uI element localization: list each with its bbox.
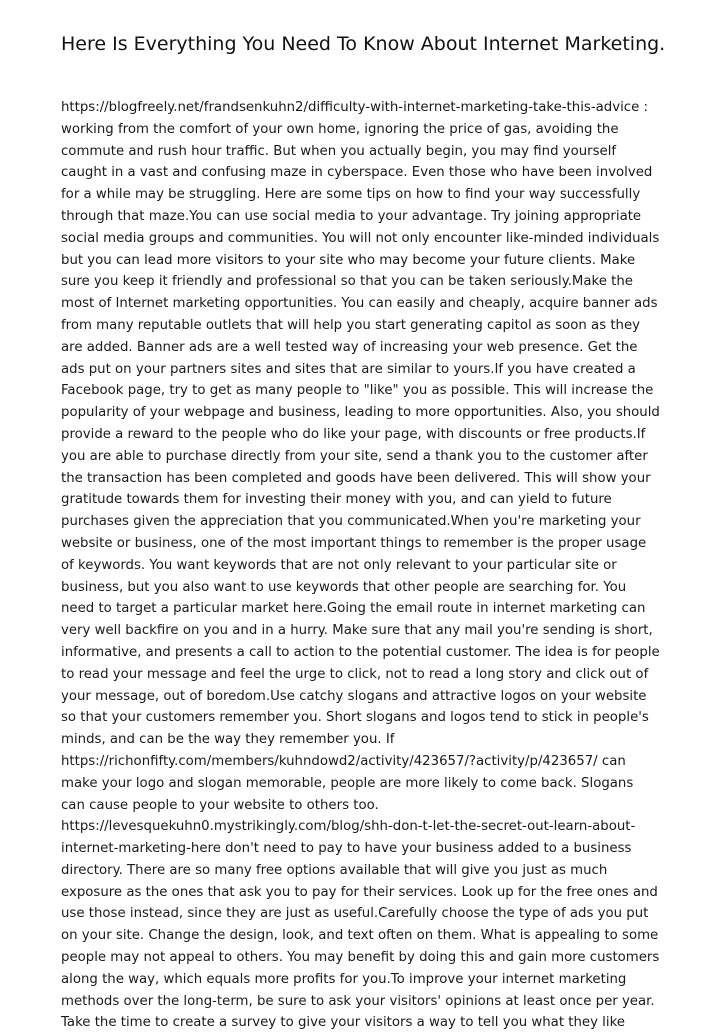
document-title: Here Is Everything You Need To Know About Internet Marketing. [61,33,666,55]
document-body-text: https://blogfreely.net/frandsenkuhn2/difficulty-with-internet-marketing-take-this-advice : working from the comfort of your own home, ignoring the price of gas, avoiding the commute and rush hour traffic. But when you actually begin, you may find yourself caught in a vast and confusing maze in cyberspace. Even those who have been involved for a while may be struggling. Here are some tips on how to find your way successfully through that maze.You can use social media to your advantage. Try joining appropriate social media groups and communities. You will not only encounter like-minded individuals but you can lead more visitors to your site who may become your future clients. Make sure you keep it friendly and professional so that you can be taken seriously.Make the most of Internet marketing opportunities. You can easily and cheaply, acquire banner ads from many reputable outlets that will help you start generating capitol as soon as they are added. Banner ads are a well tested way of increasing your web presence. Get the ads put on your partners sites and sites that are similar to yours.If you have created a Facebook page, try to get as many people to "like" you as possible. This will increase the popularity of your webpage and business, leading to more opportunities. Also, you should provide a reward to the people who do like your page, with discounts or free products.If you are able to purchase directly from your site, send a thank you to the customer after the transaction has been completed and goods have been delivered. This will show your gratitude towards them for investing their money with you, and can yield to future purchases given the appreciation that you communicated.When you're marketing your website or business, one of the most important things to remember is the proper usage of keywords. You want keywords that are not only relevant to your particular site or business, but you also want to use keywords that other people are searching for. You need to target a particular market here.Going the email route in internet marketing can very well backfire on you and in a hurry. Make sure that any mail you're sending is short, informative, and presents a call to action to the potential customer. The idea is for people to read your message and feel the urge to click, not to read a long story and click out of your message, out of boredom.Use catchy slogans and attractive logos on your website so that your customers remember you. Short slogans and logos tend to stick in people's minds, and can be the way they remember you. If https://richonfifty.com/members/kuhndowd2/activity/423657/?activity/p/423657/ can make your logo and slogan memorable, people are more likely to come back. Slogans can cause people to your website to others too. https://levesquekuhn0.mystrikingly.com/blog/shh-don-t-let-the-secret-out-learn-about-internet-marketing-here don't need to pay to have your business added to a business directory. There are so many free options available that will give you just as much exposure as the ones that ask you to pay for their services. Look up for the free ones and use those instead, since they are just as useful.Carefully choose the type of ads you put on your site. Change the design, look, and text often on them. What is appealing to some people may not appeal to others. You may benefit by doing this and gain more customers along the way, which equals more profits for you.To improve your internet marketing methods over the long-term, be sure to ask your visitors' opinions at least once per year. Take the time to create a survey to give your visitors a way to tell you what they like [61,100,660,1031]
